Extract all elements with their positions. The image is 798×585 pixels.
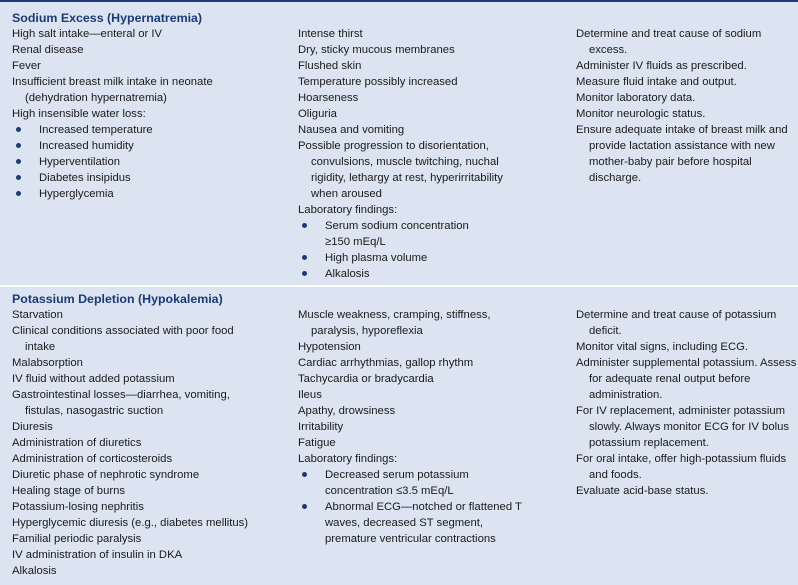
list-item: Determine and treat cause of sodium bbox=[576, 28, 762, 40]
list-item-continuation: intake bbox=[25, 341, 56, 353]
list-item: Administration of corticosteroids bbox=[12, 453, 173, 465]
list-item: Possible progression to disorientation, bbox=[298, 140, 489, 152]
causes-column-hypernatremia bbox=[12, 26, 287, 202]
bullet-icon bbox=[302, 472, 307, 477]
list-item: Insufficient breast milk intake in neonate bbox=[12, 76, 213, 88]
list-item: Diuretic phase of nephrotic syndrome bbox=[12, 469, 200, 481]
list-item: Dry, sticky mucous membranes bbox=[298, 44, 455, 56]
list-item-continuation: for adequate renal output before bbox=[589, 373, 751, 385]
list-item: Cardiac arrhythmias, gallop rhythm bbox=[298, 357, 474, 369]
interventions-column-hypokalemia bbox=[576, 307, 796, 499]
bullet-item bbox=[298, 218, 568, 234]
bullet-item bbox=[298, 467, 568, 483]
list-item-continuation: discharge. bbox=[589, 172, 642, 184]
list-item: Muscle weakness, cramping, stiffness, bbox=[298, 309, 491, 321]
bullet-text: High plasma volume bbox=[325, 252, 428, 264]
list-item: Healing stage of burns bbox=[12, 485, 126, 497]
bullet-text: Decreased serum potassium bbox=[325, 469, 469, 481]
bullet-item bbox=[298, 250, 568, 266]
list-item: Laboratory findings: bbox=[298, 204, 398, 216]
list-item-continuation: when aroused bbox=[311, 188, 382, 200]
manifestations-column-hypokalemia bbox=[298, 307, 568, 547]
list-item: IV fluid without added potassium bbox=[12, 373, 175, 385]
list-item: High insensible water loss: bbox=[12, 108, 146, 120]
list-item: Renal disease bbox=[12, 44, 84, 56]
bullet-icon bbox=[302, 271, 307, 276]
list-item: Diuresis bbox=[12, 421, 53, 433]
list-item: Apathy, drowsiness bbox=[298, 405, 396, 417]
interventions-column-hypernatremia bbox=[576, 26, 796, 186]
section-title-hypernatremia: Sodium Excess (Hypernatremia) bbox=[12, 11, 203, 25]
bullet-icon bbox=[16, 143, 21, 148]
list-item: Potassium-losing nephritis bbox=[12, 501, 144, 513]
list-item-continuation: provide lactation assistance with new bbox=[589, 140, 775, 152]
bullet-text: Abnormal ECG—notched or flattened T bbox=[325, 501, 522, 513]
list-item: High salt intake—enteral or IV bbox=[12, 28, 163, 40]
list-item: Determine and treat cause of potassium bbox=[576, 309, 777, 321]
list-item: Hoarseness bbox=[298, 92, 359, 104]
bullet-icon bbox=[302, 504, 307, 509]
list-item: Gastrointestinal losses—diarrhea, vomiting, bbox=[12, 389, 230, 401]
list-item-continuation: rigidity, lethargy at rest, hyperirritability bbox=[311, 172, 503, 184]
list-item: For oral intake, offer high-potassium fluids bbox=[576, 453, 787, 465]
list-item: Measure fluid intake and output. bbox=[576, 76, 737, 88]
list-item: Monitor vital signs, including ECG. bbox=[576, 341, 749, 353]
list-item: Ileus bbox=[298, 389, 322, 401]
list-item-continuation: ≥150 mEq/L bbox=[325, 236, 386, 248]
causes-column-hypokalemia bbox=[12, 307, 287, 579]
list-item: Flushed skin bbox=[298, 60, 362, 72]
list-item-continuation: excess. bbox=[589, 44, 628, 56]
list-item: Nausea and vomiting bbox=[298, 124, 405, 136]
list-item-continuation: (dehydration hypernatremia) bbox=[25, 92, 167, 104]
bullet-text: Increased temperature bbox=[39, 124, 153, 136]
bullet-text: Alkalosis bbox=[325, 268, 370, 280]
list-item: Monitor neurologic status. bbox=[576, 108, 706, 120]
bullet-item bbox=[298, 266, 568, 282]
bullet-text: Diabetes insipidus bbox=[39, 172, 131, 184]
bullet-item bbox=[12, 154, 287, 170]
bullet-icon bbox=[16, 175, 21, 180]
bullet-item bbox=[12, 170, 287, 186]
list-item-continuation: deficit. bbox=[589, 325, 622, 337]
manifestations-column-hypernatremia bbox=[298, 26, 568, 282]
bullet-text: Serum sodium concentration bbox=[325, 220, 469, 232]
list-item: Clinical conditions associated with poor food bbox=[12, 325, 234, 337]
list-item-continuation: slowly. Always monitor ECG for IV bolus bbox=[589, 421, 790, 433]
list-item: Intense thirst bbox=[298, 28, 363, 40]
bullet-text: Hyperventilation bbox=[39, 156, 121, 168]
list-item: Hypotension bbox=[298, 341, 361, 353]
section-title-hypokalemia: Potassium Depletion (Hypokalemia) bbox=[12, 292, 223, 306]
list-item-continuation: administration. bbox=[589, 389, 663, 401]
list-item: IV administration of insulin in DKA bbox=[12, 549, 183, 561]
list-item: Hyperglycemic diuresis (e.g., diabetes mellitus) bbox=[12, 517, 249, 529]
list-item: Irritability bbox=[298, 421, 344, 433]
section-divider bbox=[0, 285, 798, 287]
list-item: Administer IV fluids as prescribed. bbox=[576, 60, 747, 72]
list-item: Malabsorption bbox=[12, 357, 83, 369]
list-item-continuation: and foods. bbox=[589, 469, 642, 481]
list-item: Fever bbox=[12, 60, 41, 72]
bullet-icon bbox=[16, 191, 21, 196]
bullet-icon bbox=[302, 255, 307, 260]
bullet-item bbox=[12, 186, 287, 202]
list-item: Administer supplemental potassium. Assess bbox=[576, 357, 797, 369]
bullet-item bbox=[298, 499, 568, 515]
list-item: Alkalosis bbox=[12, 565, 57, 577]
list-item: Tachycardia or bradycardia bbox=[298, 373, 434, 385]
list-item: Familial periodic paralysis bbox=[12, 533, 142, 545]
bullet-icon bbox=[302, 223, 307, 228]
bullet-item bbox=[12, 122, 287, 138]
list-item: Starvation bbox=[12, 309, 63, 321]
list-item-continuation: concentration ≤3.5 mEq/L bbox=[325, 485, 454, 497]
list-item-continuation: premature ventricular contractions bbox=[325, 533, 496, 545]
list-item: For IV replacement, administer potassium bbox=[576, 405, 786, 417]
list-item-continuation: fistulas, nasogastric suction bbox=[25, 405, 164, 417]
bullet-text: Increased humidity bbox=[39, 140, 134, 152]
bullet-item bbox=[12, 138, 287, 154]
top-rule bbox=[0, 0, 798, 2]
list-item: Oliguria bbox=[298, 108, 337, 120]
list-item: Evaluate acid-base status. bbox=[576, 485, 709, 497]
list-item: Monitor laboratory data. bbox=[576, 92, 696, 104]
list-item: Administration of diuretics bbox=[12, 437, 142, 449]
list-item: Laboratory findings: bbox=[298, 453, 398, 465]
list-item-continuation: waves, decreased ST segment, bbox=[325, 517, 484, 529]
list-item-continuation: paralysis, hyporeflexia bbox=[311, 325, 423, 337]
list-item: Ensure adequate intake of breast milk and bbox=[576, 124, 788, 136]
list-item-continuation: potassium replacement. bbox=[589, 437, 709, 449]
list-item-continuation: convulsions, muscle twitching, nuchal bbox=[311, 156, 499, 168]
bullet-icon bbox=[16, 159, 21, 164]
list-item-continuation: mother-baby pair before hospital bbox=[589, 156, 752, 168]
list-item: Temperature possibly increased bbox=[298, 76, 458, 88]
list-item: Fatigue bbox=[298, 437, 336, 449]
bullet-text: Hyperglycemia bbox=[39, 188, 114, 200]
bullet-icon bbox=[16, 127, 21, 132]
